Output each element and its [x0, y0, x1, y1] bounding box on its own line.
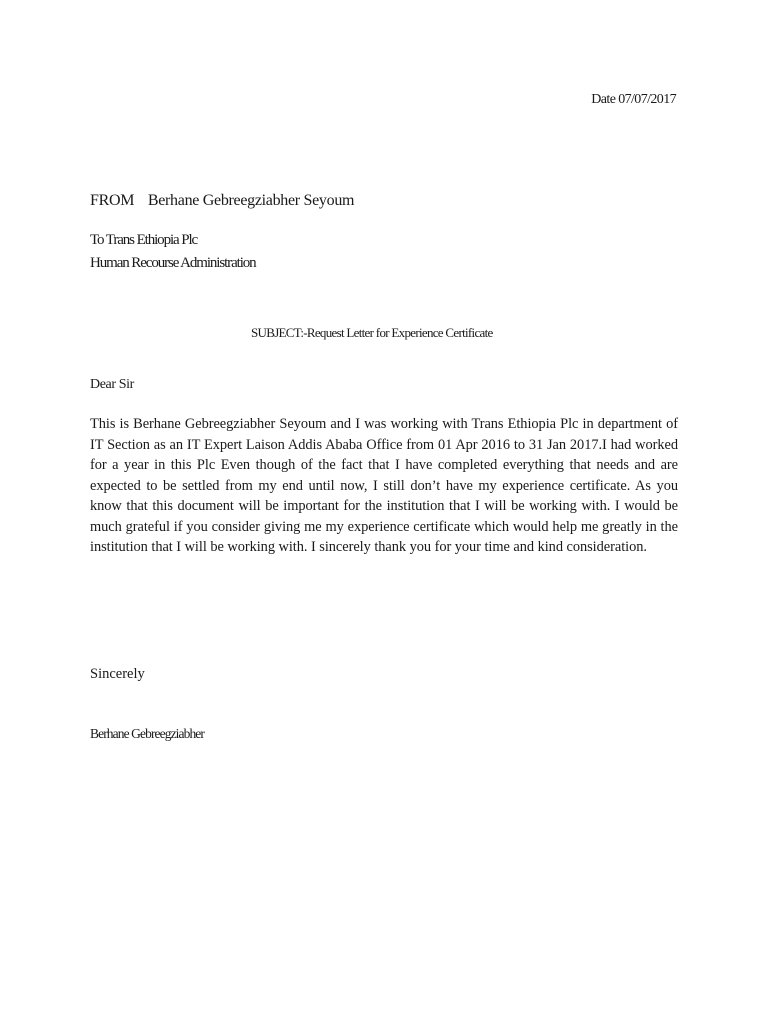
closing: Sincerely — [90, 666, 145, 682]
recipient-line-company: To Trans Ethiopia Plc — [90, 232, 198, 248]
letter-body: This is Berhane Gebreegziabher Seyoum and I was working with Trans Ethiopia Plc in department of IT Section as an IT Expert Laison Addis Ababa Office from 01 Apr 2016 to 31 Jan 2017.I had worked for a year in this Plc Even though of the fact that I have completed everything that needs and are expected to be settled from my end until now, I still don’t have my experience certificate. As you know that this document will be important for the institution that I will be working with. I would be much grateful if you consider giving me my experience certificate which would help me greatly in the institution that I will be working with. I sincerely thank you for your time and kind consideration. — [90, 416, 678, 555]
from-name: Berhane Gebreegziabher Seyoum — [147, 192, 355, 209]
from-label: FROM — [90, 192, 135, 209]
recipient-block — [90, 229, 256, 275]
salutation: Dear Sir — [90, 377, 134, 392]
recipient-line-department: Human Recourse Administration — [90, 255, 256, 271]
from-line — [90, 192, 354, 210]
subject-line: SUBJECT:-Request Letter for Experience Certificate — [251, 325, 493, 340]
signature-name: Berhane Gebreegziabher — [90, 726, 204, 741]
letter-date: Date 07/07/2017 — [591, 92, 676, 107]
